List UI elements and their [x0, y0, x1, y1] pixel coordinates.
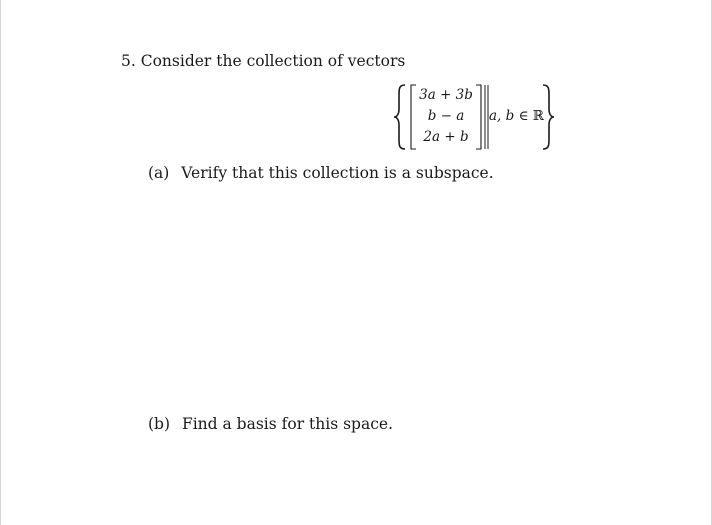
- condition-variables: a, b: [489, 108, 515, 124]
- matrix-entry-3: 2a + b: [423, 129, 469, 145]
- problem-number: 5.: [121, 52, 136, 70]
- problem-statement: [121, 52, 405, 70]
- part-a-label: (a): [148, 164, 170, 182]
- problem-text: Consider the collection of vectors: [140, 52, 406, 70]
- page-border-left: [0, 0, 1, 525]
- left-matrix-bracket: [411, 85, 416, 149]
- part-b: [148, 415, 393, 433]
- condition-field: ℝ: [532, 108, 545, 124]
- right-brace: [543, 85, 554, 149]
- matrix-entry-2: b − a: [427, 108, 465, 124]
- set-condition: [489, 108, 544, 124]
- right-matrix-bracket: [476, 85, 481, 149]
- part-b-label: (b): [148, 415, 171, 433]
- matrix-entry-1: 3a + 3b: [419, 87, 473, 103]
- condition-relation: ∈: [514, 108, 533, 124]
- vector-set-expression: [393, 83, 555, 151]
- part-b-text: Find a basis for this space.: [181, 415, 393, 433]
- part-a-text: Verify that this collection is a subspace.: [181, 164, 494, 182]
- left-brace: [394, 85, 405, 149]
- part-a: [148, 164, 494, 182]
